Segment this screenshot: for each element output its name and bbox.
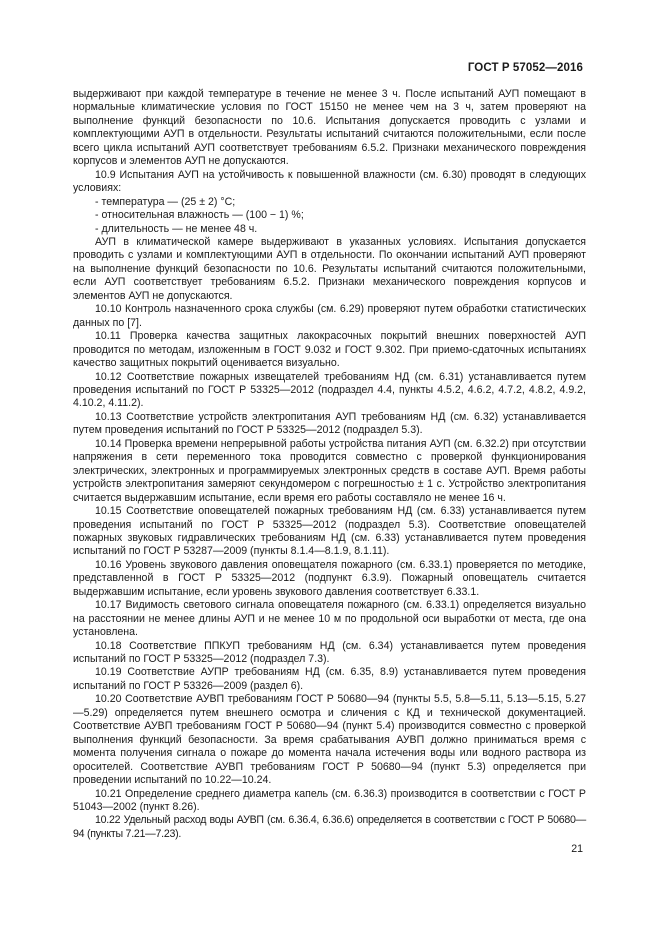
- paragraph-10-11: 10.11 Проверка качества защитных лакокрасочных покрытий внешних поверхностей АУП проводится по методам, изложенным в ГОСТ 9.032 и ГОСТ 9.302. При приемо-сдаточных испытаниях качество защитных покрытий оценивается визуально.: [73, 330, 586, 370]
- paragraph-10-13: 10.13 Соответствие устройств электропитания АУП требованиям НД (см. 6.32) устанавливается путем проведения испытаний по ГОСТ Р 53325—2012 (подраздел 5.3).: [73, 410, 586, 437]
- paragraph-10-9-cont: АУП в климатической камере выдерживают в указанных условиях. Испытания допускается проводить с узлами и комплектующими АУП в отдельности. По окончании испытаний АУП проверяют на выполнение функций безопасности по 10.6. Результаты испытаний считаются положительными, если АУП соответствует требованиям 6.5.2. Признаки механического повреждения корпусов и элементов АУП не допускаются.: [73, 235, 586, 302]
- list-item-humidity: - относительная влажность — (100 − 1) %;: [95, 209, 304, 222]
- list-item-duration: - длительность — не менее 48 ч.: [95, 222, 258, 235]
- document-body: [73, 88, 586, 841]
- paragraph-10-16: 10.16 Уровень звукового давления оповещателя пожарного (см. 6.33.1) проверяется по методике, представленной в ГОСТ Р 53325—2012 (подпункт 6.3.9). Пожарный оповещатель считается выдержавшим испытание, если уровень звукового давления соответствует 6.33.1.: [73, 558, 586, 598]
- paragraph-10-12: 10.12 Соответствие пожарных извещателей требованиям НД (см. 6.31) устанавливается путем проведения испытаний по ГОСТ Р 53325—2012 (подраздел 4.4, пункты 4.5.2, 4.6.2, 4.7.2, 4.8.2, 4.9.2, 4.10.2, 4.11.2).: [73, 370, 586, 410]
- paragraph-10-17: 10.17 Видимость светового сигнала оповещателя пожарного (см. 6.33.1) определяется визуально на расстоянии не менее длины АУП и не менее 10 м по продольной оси выработки от места, где она установлена.: [73, 599, 586, 639]
- paragraph-10-20: 10.20 Соответствие АУВП требованиям ГОСТ Р 50680—94 (пункты 5.5, 5.8—5.11, 5.13—5.15, 5.27—5.29) определяется путем внешнего осмотра и сличения с КД и технической документацией. Соответствие АУВП требованиям ГОСТ Р 50680—94 (пункт 5.4) производится совместно с проверкой выполнения функций безопасности. За время срабатывания АУВП должно приниматься время с момента получения сигнала о пожаре до момента начала истечения воды или водного раствора из оросителей. Соответствие АУВП требованиям ГОСТ Р 50680—94 (пункт 5.3) определяется при проведении испытаний по 10.22—10.24.: [73, 693, 586, 787]
- paragraph-10-15: 10.15 Соответствие оповещателей пожарных требованиям НД (см. 6.33) устанавливается путем проведения испытаний по ГОСТ Р 53325—2012 (подраздел 5.3). Соответствие оповещателей пожарных звуковых гидравлических требованиям НД (см. 6.33) устанавливается путем проведения испытаний по ГОСТ Р 53287—2009 (пункты 8.1.4—8.1.9, 8.1.11).: [73, 505, 586, 558]
- paragraph-10-9: 10.9 Испытания АУП на устойчивость к повышенной влажности (см. 6.30) проводят в следующих условиях:: [73, 168, 586, 195]
- page-number: 21: [571, 843, 583, 855]
- paragraph-10-21: 10.21 Определение среднего диаметра капель (см. 6.36.3) производится в соответствии с ГОСТ Р 51043—2002 (пункт 8.26).: [73, 787, 586, 814]
- paragraph-10-19: 10.19 Соответствие АУПР требованиям НД (см. 6.35, 8.9) устанавливается путем проведения испытаний по ГОСТ Р 53326—2009 (раздел 6).: [73, 666, 586, 692]
- paragraph-10-22: 10.22 Удельный расход воды АУВП (см. 6.36.4, 6.36.6) определяется в соответствии с ГОСТ Р 50680—94 (пункты 7.21—7.23).: [73, 814, 586, 840]
- paragraph-10-10: 10.10 Контроль назначенного срока службы (см. 6.29) проверяют путем обработки статистических данных по [7].: [73, 303, 586, 329]
- document-header: ГОСТ Р 57052—2016: [467, 62, 583, 74]
- paragraph-10-18: 10.18 Соответствие ППКУП требованиям НД (см. 6.34) устанавливается путем проведения испытаний по ГОСТ Р 53325—2012 (подраздел 7.3).: [73, 639, 586, 666]
- list-item-temperature: - температура — (25 ± 2) °С;: [95, 195, 236, 208]
- paragraph-10-14: 10.14 Проверка времени непрерывной работы устройства питания АУП (см. 6.32.2) при отсутствии напряжения в сети переменного тока проводится совместно с проверкой функционирования электрических, электронных и программируемых электронных средств в составе АУП. Время работы устройств электропитания замеряют секундомером с погрешностью ± 1 с. Устройство электропитания считается выдержавшим испытание, если время его работы составляло не менее 16 ч.: [73, 437, 586, 504]
- paragraph-continuation: выдерживают при каждой температуре в течение не менее 3 ч. После испытаний АУП помещают в нормальные климатические условия по ГОСТ 15150 не менее чем на 3 ч, затем проверяют на выполнение функций безопасности по 10.6. Испытания допускается проводить с узлами и комплектующими АУП в отдельности. Результаты испытаний считаются положительными, если после всего цикла испытаний АУП соответствует требованиям 6.5.2. Признаки механического повреждения корпусов и элементов АУП не допускаются.: [73, 88, 586, 168]
